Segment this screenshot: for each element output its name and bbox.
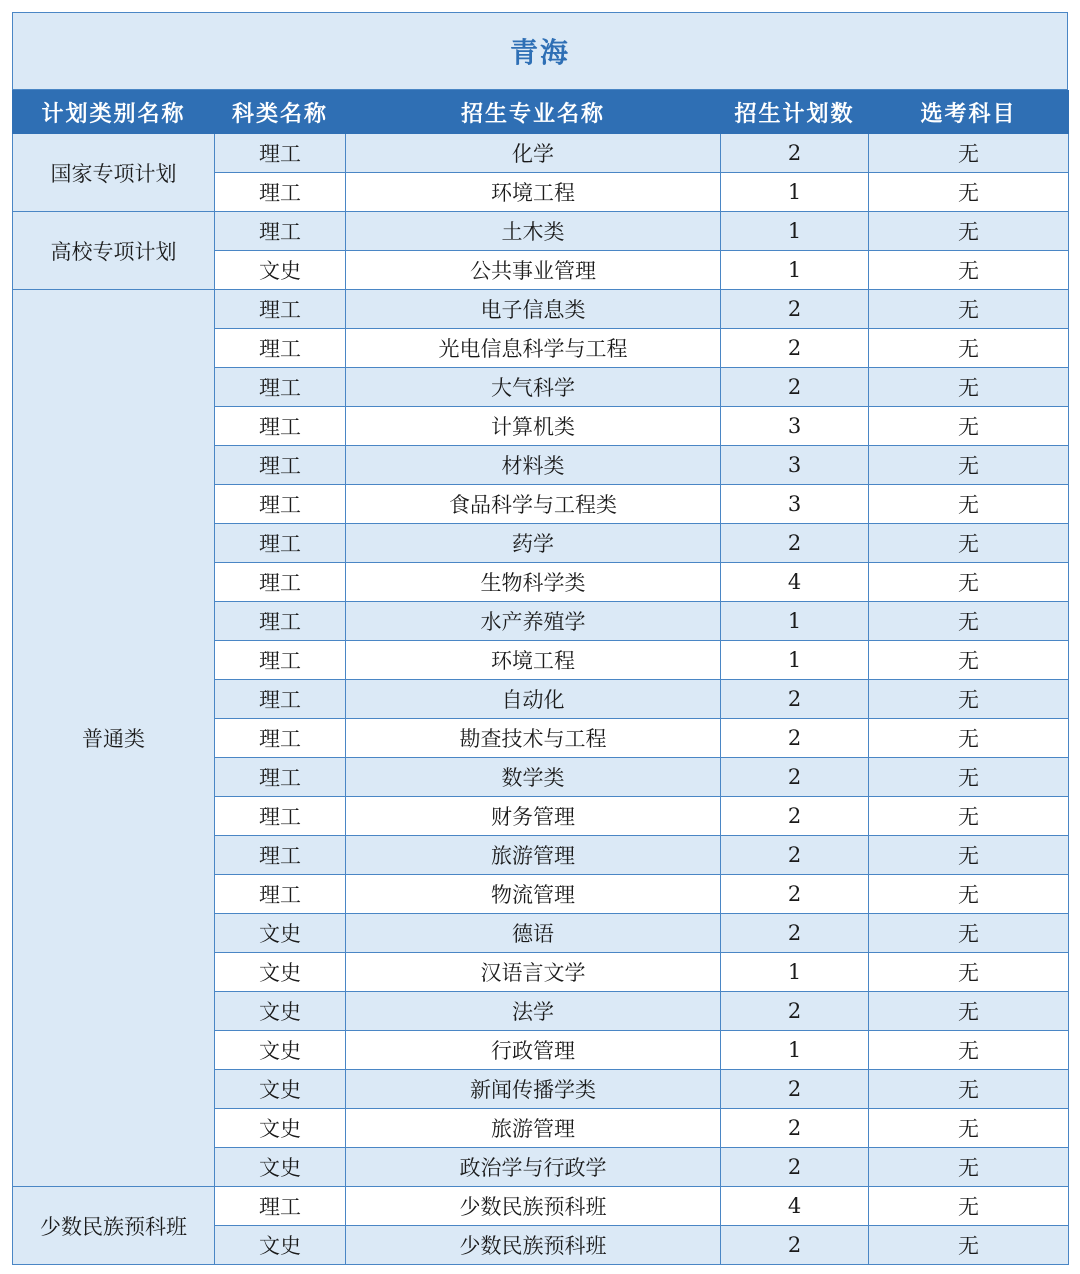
subject-type-cell: 文史 bbox=[215, 1109, 346, 1148]
plan-category-cell: 普通类 bbox=[13, 290, 215, 1187]
subject-type-cell: 文史 bbox=[215, 251, 346, 290]
required-subjects-cell: 无 bbox=[869, 1226, 1069, 1265]
subject-type-cell: 理工 bbox=[215, 407, 346, 446]
subject-type-cell: 理工 bbox=[215, 758, 346, 797]
plan-count-cell: 2 bbox=[721, 719, 869, 758]
subject-type-cell: 文史 bbox=[215, 1031, 346, 1070]
major-name-cell: 土木类 bbox=[346, 212, 721, 251]
plan-count-cell: 2 bbox=[721, 1109, 869, 1148]
plan-count-cell: 2 bbox=[721, 134, 869, 173]
required-subjects-cell: 无 bbox=[869, 524, 1069, 563]
major-name-cell: 大气科学 bbox=[346, 368, 721, 407]
required-subjects-cell: 无 bbox=[869, 212, 1069, 251]
major-name-cell: 食品科学与工程类 bbox=[346, 485, 721, 524]
table-row bbox=[13, 1187, 1069, 1226]
subject-type-cell: 理工 bbox=[215, 212, 346, 251]
subject-type-cell: 理工 bbox=[215, 485, 346, 524]
major-name-cell: 化学 bbox=[346, 134, 721, 173]
plan-count-cell: 2 bbox=[721, 914, 869, 953]
plan-category-cell: 少数民族预科班 bbox=[13, 1187, 215, 1265]
plan-count-cell: 2 bbox=[721, 1070, 869, 1109]
major-name-cell: 水产养殖学 bbox=[346, 602, 721, 641]
required-subjects-cell: 无 bbox=[869, 641, 1069, 680]
header-plan-category: 计划类别名称 bbox=[13, 91, 215, 134]
required-subjects-cell: 无 bbox=[869, 446, 1069, 485]
required-subjects-cell: 无 bbox=[869, 1070, 1069, 1109]
required-subjects-cell: 无 bbox=[869, 1148, 1069, 1187]
required-subjects-cell: 无 bbox=[869, 875, 1069, 914]
plan-count-cell: 1 bbox=[721, 173, 869, 212]
plan-count-cell: 2 bbox=[721, 290, 869, 329]
header-major-name: 招生专业名称 bbox=[346, 91, 721, 134]
required-subjects-cell: 无 bbox=[869, 290, 1069, 329]
subject-type-cell: 文史 bbox=[215, 1070, 346, 1109]
enrollment-table bbox=[12, 90, 1069, 1265]
header-subject-type: 科类名称 bbox=[215, 91, 346, 134]
page-title: 青海 bbox=[12, 12, 1068, 90]
required-subjects-cell: 无 bbox=[869, 368, 1069, 407]
plan-count-cell: 2 bbox=[721, 1226, 869, 1265]
major-name-cell: 法学 bbox=[346, 992, 721, 1031]
plan-count-cell: 1 bbox=[721, 602, 869, 641]
major-name-cell: 药学 bbox=[346, 524, 721, 563]
subject-type-cell: 理工 bbox=[215, 446, 346, 485]
plan-count-cell: 4 bbox=[721, 563, 869, 602]
plan-count-cell: 2 bbox=[721, 1148, 869, 1187]
major-name-cell: 光电信息科学与工程 bbox=[346, 329, 721, 368]
major-name-cell: 行政管理 bbox=[346, 1031, 721, 1070]
required-subjects-cell: 无 bbox=[869, 251, 1069, 290]
subject-type-cell: 理工 bbox=[215, 875, 346, 914]
plan-count-cell: 2 bbox=[721, 758, 869, 797]
required-subjects-cell: 无 bbox=[869, 836, 1069, 875]
major-name-cell: 材料类 bbox=[346, 446, 721, 485]
plan-count-cell: 2 bbox=[721, 524, 869, 563]
subject-type-cell: 理工 bbox=[215, 797, 346, 836]
enrollment-plan-sheet bbox=[12, 12, 1068, 1262]
subject-type-cell: 理工 bbox=[215, 680, 346, 719]
required-subjects-cell: 无 bbox=[869, 134, 1069, 173]
major-name-cell: 生物科学类 bbox=[346, 563, 721, 602]
plan-count-cell: 1 bbox=[721, 1031, 869, 1070]
subject-type-cell: 理工 bbox=[215, 329, 346, 368]
required-subjects-cell: 无 bbox=[869, 485, 1069, 524]
subject-type-cell: 理工 bbox=[215, 368, 346, 407]
subject-type-cell: 理工 bbox=[215, 836, 346, 875]
major-name-cell: 汉语言文学 bbox=[346, 953, 721, 992]
required-subjects-cell: 无 bbox=[869, 914, 1069, 953]
major-name-cell: 财务管理 bbox=[346, 797, 721, 836]
major-name-cell: 公共事业管理 bbox=[346, 251, 721, 290]
table-row bbox=[13, 134, 1069, 173]
header-required-subjects: 选考科目 bbox=[869, 91, 1069, 134]
required-subjects-cell: 无 bbox=[869, 680, 1069, 719]
major-name-cell: 自动化 bbox=[346, 680, 721, 719]
plan-count-cell: 2 bbox=[721, 680, 869, 719]
plan-category-cell: 国家专项计划 bbox=[13, 134, 215, 212]
subject-type-cell: 文史 bbox=[215, 953, 346, 992]
subject-type-cell: 文史 bbox=[215, 914, 346, 953]
plan-count-cell: 2 bbox=[721, 368, 869, 407]
subject-type-cell: 理工 bbox=[215, 524, 346, 563]
major-name-cell: 政治学与行政学 bbox=[346, 1148, 721, 1187]
required-subjects-cell: 无 bbox=[869, 719, 1069, 758]
subject-type-cell: 理工 bbox=[215, 173, 346, 212]
major-name-cell: 数学类 bbox=[346, 758, 721, 797]
table-body bbox=[13, 134, 1069, 1265]
header-plan-count: 招生计划数 bbox=[721, 91, 869, 134]
table-row bbox=[13, 290, 1069, 329]
required-subjects-cell: 无 bbox=[869, 602, 1069, 641]
plan-count-cell: 1 bbox=[721, 251, 869, 290]
plan-category-cell: 高校专项计划 bbox=[13, 212, 215, 290]
major-name-cell: 电子信息类 bbox=[346, 290, 721, 329]
major-name-cell: 环境工程 bbox=[346, 173, 721, 212]
major-name-cell: 旅游管理 bbox=[346, 836, 721, 875]
major-name-cell: 少数民族预科班 bbox=[346, 1226, 721, 1265]
plan-count-cell: 3 bbox=[721, 407, 869, 446]
table-row bbox=[13, 212, 1069, 251]
required-subjects-cell: 无 bbox=[869, 563, 1069, 602]
major-name-cell: 少数民族预科班 bbox=[346, 1187, 721, 1226]
major-name-cell: 新闻传播学类 bbox=[346, 1070, 721, 1109]
required-subjects-cell: 无 bbox=[869, 1187, 1069, 1226]
table-header-row bbox=[13, 91, 1069, 134]
major-name-cell: 环境工程 bbox=[346, 641, 721, 680]
subject-type-cell: 理工 bbox=[215, 563, 346, 602]
required-subjects-cell: 无 bbox=[869, 329, 1069, 368]
subject-type-cell: 理工 bbox=[215, 641, 346, 680]
required-subjects-cell: 无 bbox=[869, 1109, 1069, 1148]
subject-type-cell: 理工 bbox=[215, 290, 346, 329]
required-subjects-cell: 无 bbox=[869, 797, 1069, 836]
plan-count-cell: 1 bbox=[721, 212, 869, 251]
plan-count-cell: 3 bbox=[721, 485, 869, 524]
major-name-cell: 勘查技术与工程 bbox=[346, 719, 721, 758]
major-name-cell: 计算机类 bbox=[346, 407, 721, 446]
subject-type-cell: 理工 bbox=[215, 1187, 346, 1226]
required-subjects-cell: 无 bbox=[869, 173, 1069, 212]
subject-type-cell: 理工 bbox=[215, 602, 346, 641]
plan-count-cell: 2 bbox=[721, 992, 869, 1031]
subject-type-cell: 文史 bbox=[215, 992, 346, 1031]
plan-count-cell: 4 bbox=[721, 1187, 869, 1226]
plan-count-cell: 3 bbox=[721, 446, 869, 485]
required-subjects-cell: 无 bbox=[869, 407, 1069, 446]
plan-count-cell: 1 bbox=[721, 953, 869, 992]
subject-type-cell: 文史 bbox=[215, 1226, 346, 1265]
required-subjects-cell: 无 bbox=[869, 1031, 1069, 1070]
major-name-cell: 德语 bbox=[346, 914, 721, 953]
subject-type-cell: 理工 bbox=[215, 719, 346, 758]
major-name-cell: 旅游管理 bbox=[346, 1109, 721, 1148]
required-subjects-cell: 无 bbox=[869, 758, 1069, 797]
plan-count-cell: 2 bbox=[721, 836, 869, 875]
major-name-cell: 物流管理 bbox=[346, 875, 721, 914]
subject-type-cell: 理工 bbox=[215, 134, 346, 173]
subject-type-cell: 文史 bbox=[215, 1148, 346, 1187]
plan-count-cell: 1 bbox=[721, 641, 869, 680]
plan-count-cell: 2 bbox=[721, 797, 869, 836]
plan-count-cell: 2 bbox=[721, 875, 869, 914]
required-subjects-cell: 无 bbox=[869, 992, 1069, 1031]
required-subjects-cell: 无 bbox=[869, 953, 1069, 992]
plan-count-cell: 2 bbox=[721, 329, 869, 368]
